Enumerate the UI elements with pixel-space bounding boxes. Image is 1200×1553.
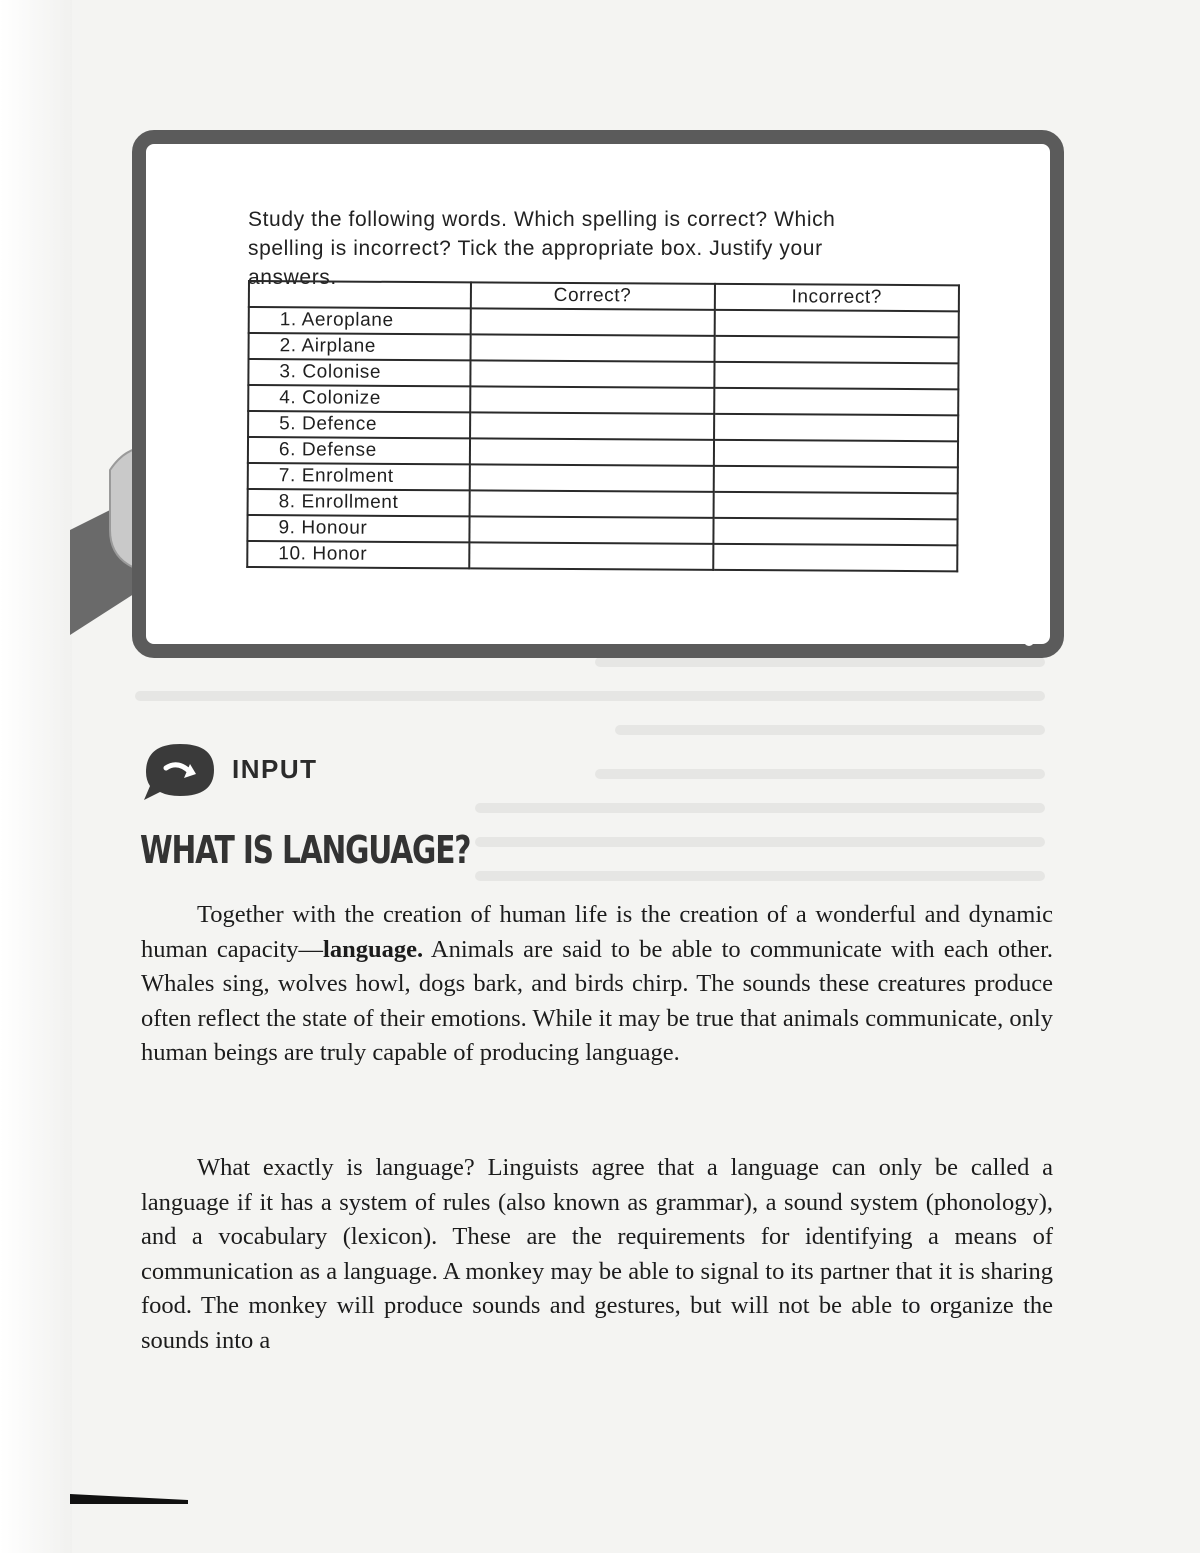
word-cell: 7. Enrolment	[248, 463, 470, 490]
activity-instructions: Study the following words. Which spelling is correct? Which spelling is incorrect? Tick the appropriate box. Justify your answers.	[248, 208, 836, 289]
incorrect-checkbox[interactable]	[713, 466, 957, 493]
section-title: WHAT IS LANGUAGE?	[140, 828, 471, 872]
paragraph-1-end: Animals are said to be able to communicate with each other. Whales sing, wolves howl, dogs bark, and birds chirp. The sounds these creatures produce often reflect the state of their emotions. While it may be true that animals communicate, only human beings are truly capable of producing language.	[141, 935, 1054, 1067]
word-cell: 6. Defense	[248, 437, 470, 464]
speech-bubble-arrow-icon	[138, 738, 222, 804]
correct-checkbox[interactable]	[470, 386, 714, 413]
spelling-table	[246, 280, 960, 572]
incorrect-checkbox[interactable]	[714, 440, 958, 467]
correct-checkbox[interactable]	[470, 412, 714, 439]
correct-checkbox[interactable]	[470, 334, 714, 361]
incorrect-checkbox[interactable]	[714, 414, 958, 441]
incorrect-checkbox[interactable]	[714, 310, 958, 337]
header-correct: Correct?	[470, 282, 714, 309]
correct-checkbox[interactable]	[469, 542, 713, 569]
correct-checkbox[interactable]	[469, 438, 713, 465]
word-cell: 9. Honour	[247, 515, 469, 542]
header-incorrect: Incorrect?	[715, 284, 959, 311]
word-cell: 4. Colonize	[248, 385, 470, 412]
page-left-margin	[0, 0, 72, 1553]
incorrect-checkbox[interactable]	[714, 362, 958, 389]
correct-checkbox[interactable]	[470, 308, 714, 335]
paragraph-1-start: Together with the creation of human life is the creation of a wonderful and dynamic human capacity—	[141, 901, 1053, 963]
incorrect-checkbox[interactable]	[714, 388, 958, 415]
word-cell: 8. Enrollment	[248, 489, 470, 516]
paragraph-2	[141, 1151, 1053, 1359]
word-cell: 3. Colonise	[248, 359, 470, 386]
word-cell: 5. Defence	[248, 411, 470, 438]
word-cell: 2. Airplane	[249, 333, 471, 360]
correct-checkbox[interactable]	[469, 516, 713, 543]
word-cell: 1. Aeroplane	[249, 307, 471, 334]
correct-checkbox[interactable]	[470, 360, 714, 387]
page-edge-bar	[70, 1494, 188, 1504]
incorrect-checkbox[interactable]	[713, 518, 957, 545]
paragraph-1-bold: language.	[323, 935, 424, 963]
correct-checkbox[interactable]	[469, 490, 713, 517]
frame-dot	[1024, 636, 1034, 646]
activity-frame	[132, 130, 1064, 658]
incorrect-checkbox[interactable]	[713, 544, 957, 571]
paragraph-1	[141, 898, 1053, 1071]
table-row	[247, 541, 957, 571]
incorrect-checkbox[interactable]	[714, 336, 958, 363]
incorrect-checkbox[interactable]	[713, 492, 957, 519]
word-cell: 10. Honor	[247, 541, 469, 568]
correct-checkbox[interactable]	[469, 464, 713, 491]
input-label: INPUT	[232, 754, 318, 784]
paragraph-2-text: What exactly is language? Linguists agree that a language can only be called a language if it has a system of rules (also known as grammar), a sound system (phonology), and a vocabulary (lexicon). These are the requirements for identifying a means of communication as a language. A monkey may be able to signal to its partner that it is sharing food. The monkey will produce sounds and gestures, but will not be able to organize the sounds into a	[141, 1154, 1053, 1354]
header-word	[249, 281, 471, 308]
